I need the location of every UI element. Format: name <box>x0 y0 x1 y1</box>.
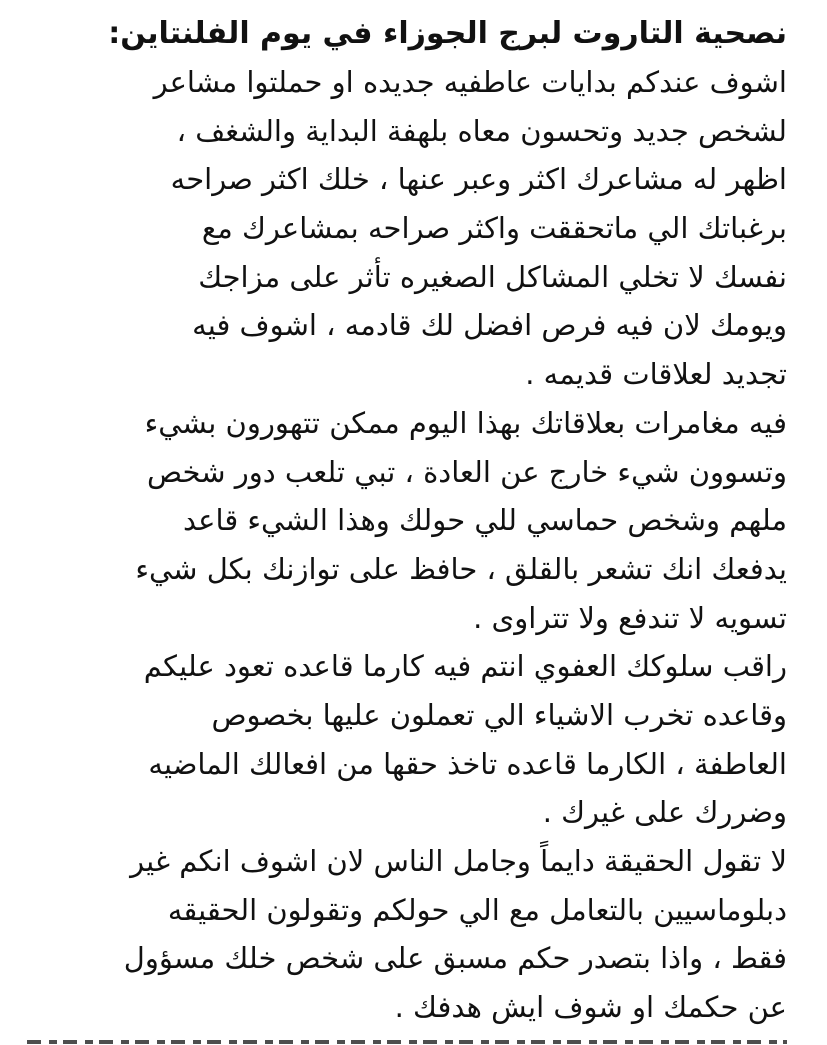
text-line: اشوف عندكم بدايات عاطفيه جديده او حملتوا مشاعر <box>153 65 787 99</box>
text-line: ملهم وشخص حماسي للي حولك وهذا الشيء قاعد <box>182 503 787 538</box>
text-line: العاطفة ، الكارما قاعده تاخذ حقها من افعالك الماضيه <box>148 746 787 781</box>
text-line: ويومك لان فيه فرص افضل لك قادمه ، اشوف فيه <box>192 308 787 343</box>
document-title: نصحية التاروت لبرج الجوزاء في يوم الفلنتاين: <box>108 16 787 51</box>
text-line: اظهر له مشاعرك اكثر وعبر عنها ، خلك اكثر صراحه <box>170 162 787 197</box>
text-line: نفسك لا تخلي المشاكل الصغيره تأثر على مزاجك <box>198 259 787 294</box>
cut-off-text-line <box>27 1036 787 1045</box>
text-line: يدفعك انك تشعر بالقلق ، حافظ على توازنك بكل شيء <box>135 551 787 586</box>
text-line: فقط ، واذا بتصدر حكم مسبق على شخص خلك مسؤول <box>123 941 787 976</box>
tarot-advice-text <box>17 10 787 1032</box>
text-line: وقاعده تخرب الاشياء الي تعملون عليها بخصوص <box>211 697 787 732</box>
text-line: لا تقول الحقيقة دايماً وجامل الناس لان اشوف انكم غير <box>130 844 787 878</box>
text-line: تسويه لا تندفع ولا تتراوى . <box>473 600 787 635</box>
text-line: برغباتك الي ماتحققت واكثر صراحه بمشاعرك مع <box>201 211 787 246</box>
text-line: عن حكمك او شوف ايش هدفك . <box>394 990 787 1025</box>
text-line: وتسوون شيء خارج عن العادة ، تبي تلعب دور شخص <box>147 454 787 489</box>
text-line: لشخص جديد وتحسون معاه بلهفة البداية والشغف ، <box>176 113 787 148</box>
text-line: راقب سلوكك العفوي انتم فيه كارما قاعده تعود عليكم <box>143 649 787 684</box>
text-line: فيه مغامرات بعلاقاتك بهذا اليوم ممكن تتهورون بشيء <box>144 405 787 440</box>
text-line: تجديد لعلاقات قديمه . <box>525 357 787 392</box>
text-line: وضررك على غيرك . <box>542 795 787 830</box>
text-line: دبلوماسيين بالتعامل مع الي حولكم وتقولون الحقيقه <box>167 892 787 927</box>
